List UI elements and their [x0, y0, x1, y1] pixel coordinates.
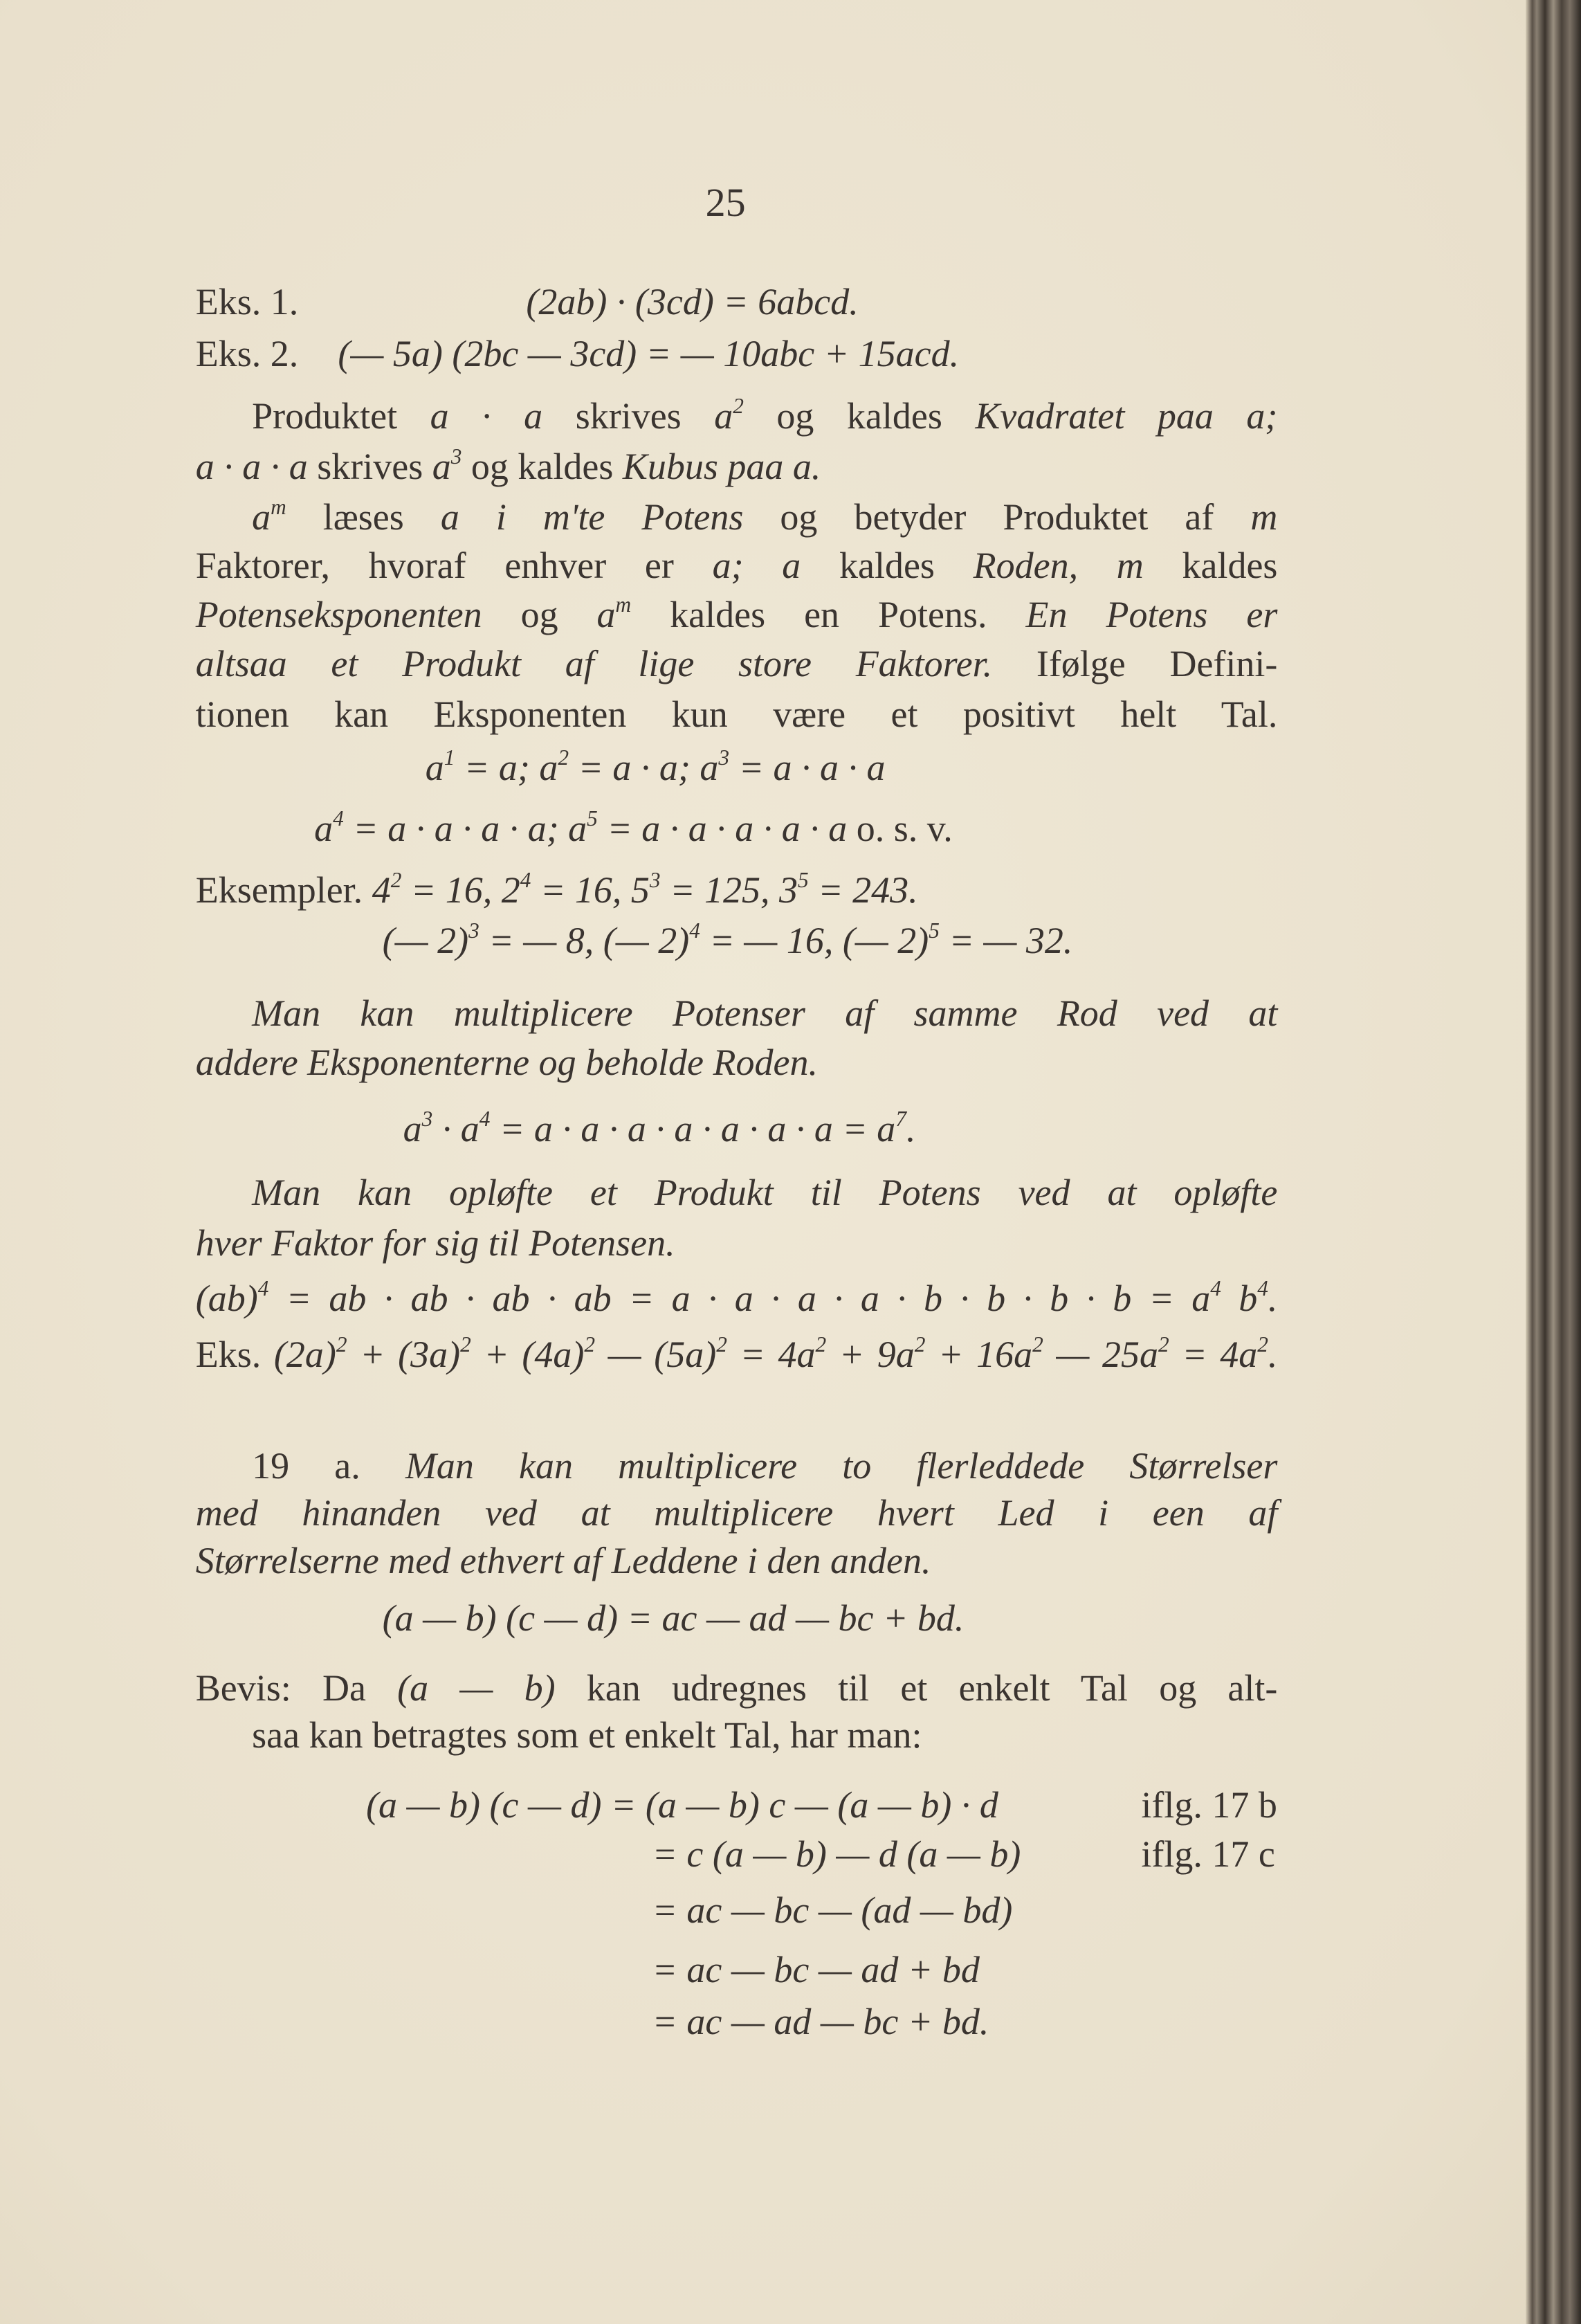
- example-1-label: [196, 278, 299, 326]
- paragraph-line: [196, 442, 821, 491]
- text-run: Roden,: [973, 545, 1079, 587]
- paragraph-line: [196, 690, 1278, 738]
- text-run: a: [252, 496, 271, 538]
- superscript: 4: [689, 918, 700, 943]
- text-run: iflg. 17 b: [1141, 1784, 1277, 1826]
- text-run: skrives: [307, 445, 432, 487]
- text-run: Ifølge Defini-: [992, 642, 1278, 684]
- text-run: = 4a: [726, 1333, 816, 1375]
- text-run: Potenseksponenten: [195, 594, 482, 636]
- superscript: 2: [1257, 1332, 1268, 1356]
- text-run: Eksempler.: [195, 869, 372, 911]
- text-run: og kaldes: [743, 395, 976, 437]
- text-run: (2a): [273, 1333, 336, 1375]
- rule-line: [196, 1038, 818, 1087]
- text-run: (— 5a) (2bc — 3cd) = — 10abc + 15acd.: [338, 333, 960, 375]
- text-run: m: [1250, 496, 1278, 538]
- text-run: = — 16, (— 2): [700, 920, 929, 962]
- superscript: 3: [649, 868, 661, 893]
- text-run: = c (a — b) — d (a — b): [652, 1833, 1021, 1875]
- example-1-equation: [526, 278, 858, 326]
- page-number: 25: [705, 180, 746, 226]
- superscript: 3: [718, 745, 730, 770]
- text-run: a i m'te Potens: [440, 496, 744, 538]
- text-run: = a · a · a · a · a: [597, 807, 848, 849]
- superscript: 7: [895, 1107, 906, 1132]
- text-run: = a · a · a: [729, 746, 886, 788]
- text-run: + (4a): [470, 1333, 585, 1375]
- text-run: 19 a.: [252, 1444, 405, 1487]
- text-run: Man kan opløfte et Produkt til Potens ved at opløfte: [252, 1172, 1278, 1214]
- paragraph-line: [196, 639, 1278, 688]
- superscript: 2: [584, 1332, 595, 1356]
- text-run: = — 8, (— 2): [479, 920, 690, 962]
- text-run: = 125, 3: [660, 869, 798, 911]
- proof-reference: [1141, 1830, 1274, 1878]
- examples-line: [383, 916, 1073, 965]
- text-run: (a — b) (c — d) = (a — b) c — (a — b) · d: [366, 1784, 998, 1826]
- text-run: = ab · ab · ab · ab = a · a · a · a · b · b · b · b = a: [268, 1277, 1211, 1319]
- superscript: 2: [815, 1332, 827, 1356]
- superscript: 3: [421, 1107, 433, 1132]
- text-run: a: [314, 807, 333, 849]
- text-run: = 16, 2: [401, 869, 520, 911]
- text-run: med hinanden ved at multiplicere hvert Led i een af: [195, 1492, 1278, 1534]
- text-run: Man kan multiplicere Potenser af samme Rod ved at: [252, 992, 1278, 1035]
- text-run: og kaldes: [461, 445, 623, 487]
- text-run: Bevis: Da: [195, 1667, 398, 1709]
- text-run: kaldes en Potens.: [631, 594, 1026, 636]
- text-run: a: [596, 594, 616, 636]
- text-run: — 25a: [1043, 1333, 1158, 1375]
- text-run: Kvadratet paa a;: [975, 395, 1278, 437]
- text-run: addere Eksponenterne og beholde Roden.: [195, 1041, 818, 1083]
- text-run: Faktorer, hvoraf enhver er: [195, 545, 713, 587]
- text-run: = ac — ad — bc + bd.: [652, 2000, 989, 2042]
- text-run: (a — b): [397, 1667, 556, 1709]
- proof-line: [252, 1711, 922, 1759]
- superscript: m: [271, 494, 286, 519]
- text-run: · a: [432, 1108, 479, 1150]
- text-run: skrives: [542, 395, 715, 437]
- text-run: a;: [712, 545, 744, 587]
- superscript: 4: [333, 806, 344, 830]
- text-run: [1078, 545, 1117, 586]
- text-run: a · a: [430, 395, 543, 437]
- text-run: a: [403, 1108, 422, 1150]
- superscript: 5: [798, 868, 809, 893]
- superscript: 2: [558, 745, 569, 770]
- text-run: iflg. 17 c: [1141, 1833, 1275, 1875]
- superscript: 3: [468, 918, 479, 943]
- text-run: a · a · a: [195, 445, 308, 487]
- superscript: 1: [444, 745, 455, 770]
- theorem-line: [196, 1489, 1278, 1537]
- text-run: + (3a): [347, 1333, 461, 1375]
- text-run: a: [782, 545, 801, 587]
- paragraph-line: [252, 392, 1277, 440]
- paragraph-line: [196, 590, 1278, 639]
- book-edge: [1526, 0, 1581, 2324]
- rule-line: [252, 1168, 1277, 1217]
- paragraph-line: [196, 541, 1278, 590]
- text-run: = a; a: [455, 746, 558, 788]
- text-run: Kubus paa a.: [622, 445, 821, 487]
- superscript: 4: [479, 1107, 491, 1132]
- text-run: (ab): [195, 1277, 258, 1319]
- text-run: hver Faktor for sig til Potensen.: [195, 1222, 675, 1264]
- text-run: kaldes: [1143, 545, 1278, 587]
- formula-line: [403, 1105, 916, 1153]
- formula-line: [426, 743, 886, 792]
- rule-line: [252, 989, 1277, 1037]
- text-run: Størrelserne med ethvert af Leddene i den anden.: [195, 1539, 931, 1581]
- text-run: + 9a: [826, 1333, 915, 1375]
- text-run: [744, 545, 783, 586]
- text-run: — (5a): [595, 1333, 717, 1375]
- superscript: 2: [1158, 1332, 1169, 1356]
- text-run: = — 32.: [939, 920, 1073, 962]
- superscript: 5: [587, 806, 598, 830]
- examples-line: [196, 866, 918, 914]
- superscript: 5: [929, 918, 940, 943]
- superscript: 2: [460, 1332, 471, 1356]
- text-run: 4: [372, 869, 391, 911]
- text-run: o. s. v.: [847, 807, 953, 849]
- text-run: læses: [286, 496, 441, 538]
- text-run: + 16a: [925, 1333, 1033, 1375]
- superscript: 2: [390, 868, 402, 893]
- theorem-line: [196, 1536, 931, 1585]
- text-run: Eks.: [195, 1333, 274, 1375]
- superscript: 3: [450, 444, 462, 469]
- text-run: (— 2): [382, 920, 469, 962]
- proof-line: [196, 1664, 1278, 1712]
- text-run: a: [714, 395, 733, 437]
- text-run: = ac — bc — ad + bd: [652, 1948, 980, 1990]
- superscript: 2: [1032, 1332, 1043, 1356]
- text-run: altsaa et Produkt af lige store Faktorer.: [195, 642, 993, 684]
- superscript: m: [615, 592, 632, 617]
- formula-line: [196, 1330, 1278, 1379]
- example-2-label: [196, 329, 299, 378]
- text-run: kan udregnes til et enkelt Tal og alt-: [555, 1667, 1278, 1709]
- superscript: 4: [1257, 1276, 1268, 1300]
- text-run: .: [1268, 1277, 1278, 1319]
- text-run: tionen kan Eksponenten kun være et positivt helt Tal.: [195, 693, 1278, 735]
- text-run: Eks. 2.: [195, 333, 299, 375]
- text-run: = a · a · a · a; a: [343, 807, 587, 849]
- superscript: 4: [1210, 1276, 1221, 1300]
- text-run: = a · a · a · a · a · a · a = a: [490, 1108, 896, 1150]
- text-run: = ac — bc — (ad — bd): [652, 1889, 1013, 1932]
- text-run: En Potens er: [1025, 594, 1278, 636]
- example-2-equation: [338, 329, 959, 378]
- proof-step: [652, 1886, 1012, 1934]
- text-run: Produktet: [252, 395, 430, 437]
- formula-line: [196, 1274, 1278, 1323]
- superscript: 2: [914, 1332, 926, 1356]
- text-run: Eks. 1.: [195, 281, 299, 323]
- superscript: 4: [257, 1276, 269, 1300]
- theorem-line: [252, 1442, 1277, 1490]
- proof-step: [652, 1945, 979, 1994]
- text-run: Man kan multiplicere to flerleddede Størrelser: [405, 1444, 1278, 1487]
- text-run: og: [482, 594, 597, 636]
- proof-step: [652, 1830, 1021, 1878]
- proof-reference: [1141, 1781, 1277, 1829]
- text-run: = 4a: [1169, 1333, 1258, 1375]
- text-run: a: [425, 746, 444, 788]
- text-run: = a · a; a: [568, 746, 719, 788]
- text-run: og betyder Produktet af: [743, 496, 1251, 538]
- proof-step: [652, 1997, 989, 2046]
- text-run: (2ab) · (3cd) = 6abcd.: [526, 281, 859, 323]
- superscript: 2: [733, 394, 744, 419]
- text-run: (a — b) (c — d) = ac — ad — bc + bd.: [382, 1597, 965, 1640]
- paragraph-line: [252, 493, 1277, 541]
- text-run: .: [906, 1108, 916, 1150]
- text-run: b: [1221, 1277, 1258, 1319]
- text-run: = 16, 5: [531, 869, 650, 911]
- superscript: 4: [520, 868, 531, 893]
- text-run: .: [1268, 1333, 1278, 1375]
- superscript: 2: [716, 1332, 727, 1356]
- text-run: saa kan betragtes som et enkelt Tal, har man:: [252, 1714, 922, 1756]
- proof-step: [366, 1781, 998, 1829]
- text-run: = 243.: [808, 869, 918, 911]
- formula-line: [383, 1594, 965, 1642]
- text-run: kaldes: [801, 545, 974, 587]
- text-run: m: [1116, 545, 1144, 587]
- formula-line: [314, 804, 953, 853]
- text-run: a: [432, 445, 451, 487]
- superscript: 2: [336, 1332, 347, 1356]
- rule-line: [196, 1219, 675, 1267]
